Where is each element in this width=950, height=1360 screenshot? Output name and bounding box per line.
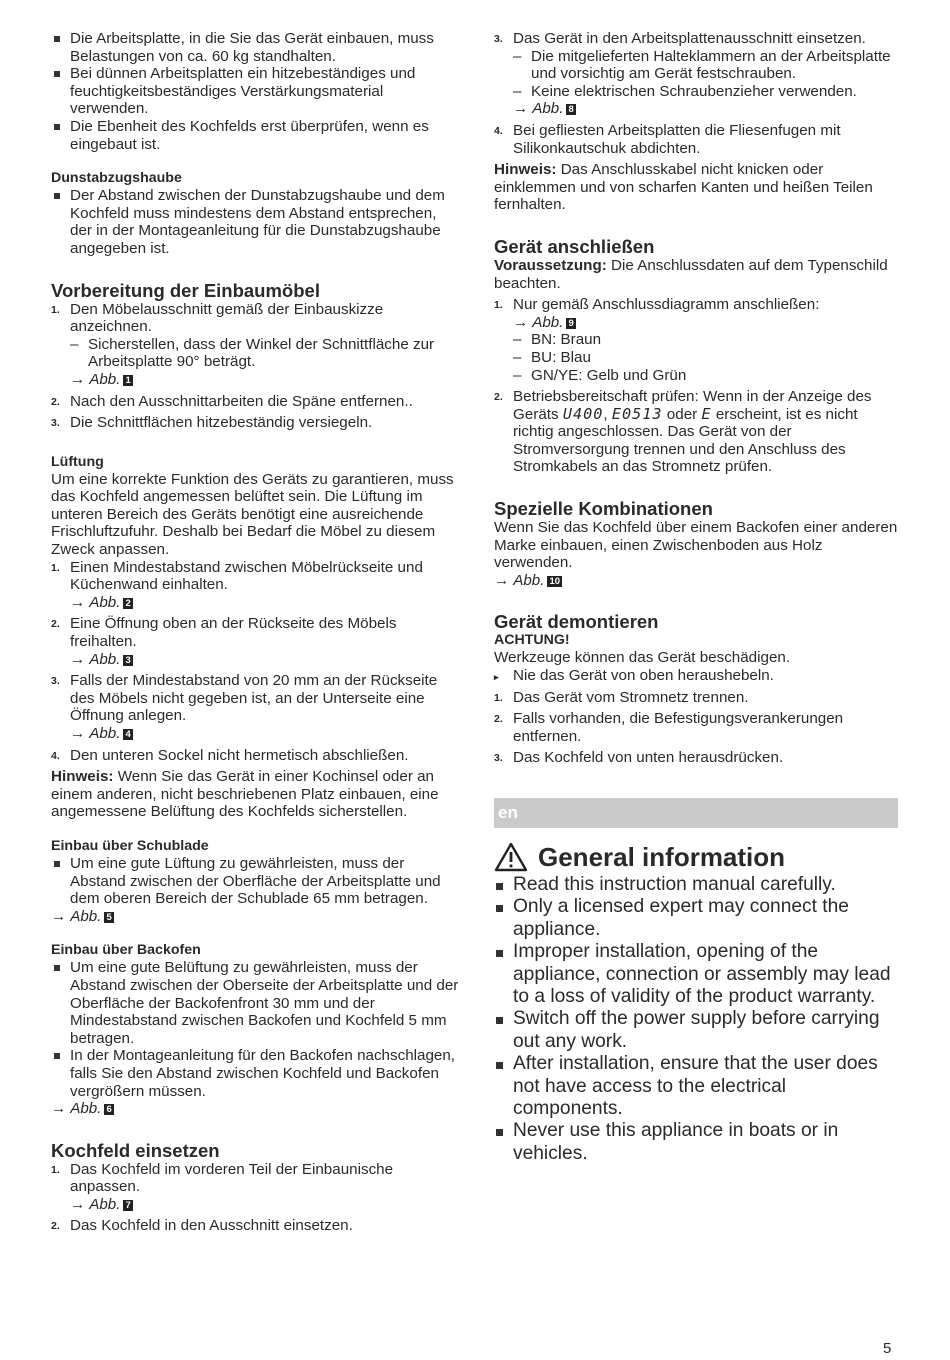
prerequisite-paragraph xyxy=(494,257,898,292)
list-item: Die Ebenheit des Kochfelds erst überprüfen, wenn es eingebaut ist. xyxy=(51,118,461,153)
abb-label: Abb. xyxy=(89,650,121,668)
figure-number-badge: 9 xyxy=(568,317,574,329)
prerequisite-text: Die Anschlussdaten auf dem Typenschild beachten. xyxy=(494,256,888,292)
arrow-icon: → xyxy=(494,571,510,589)
section-heading-schublade: Einbau über Schublade xyxy=(51,837,209,854)
step-number: 1. xyxy=(494,299,503,312)
abb-label: Abb. xyxy=(89,593,121,611)
figure-number-badge: 3 xyxy=(125,654,131,666)
arrow-icon: → xyxy=(70,650,86,668)
numbered-step xyxy=(51,672,461,725)
step-text: Einen Mindestabstand zwischen Möbelrückseite und Küchenwand einhalten. xyxy=(70,558,423,594)
figure-reference xyxy=(51,1100,461,1118)
paragraph: Um eine korrekte Funktion des Geräts zu garantieren, muss das Kochfeld angemessen belüftet sein. Die Lüftung im unteren Bereich des Geräts benötigt eine ausreichende Frischluftzufuhr. Deshalb bei Bedarf die Möbel zu diesem Zweck anpassen. xyxy=(51,470,454,559)
section-heading-backofen: Einbau über Backofen xyxy=(51,942,201,959)
numbered-step xyxy=(494,710,898,745)
arrow-icon: → xyxy=(513,100,529,118)
step-number: 4. xyxy=(494,124,503,137)
arrow-icon: → xyxy=(70,370,86,388)
step-number: 2. xyxy=(51,1220,60,1233)
dash-item xyxy=(494,83,898,101)
dash-item xyxy=(494,349,898,367)
general-information-heading xyxy=(494,840,898,876)
numbered-step xyxy=(51,559,461,594)
list-item: Never use this appliance in boats or in vehicles. xyxy=(494,1120,898,1165)
dash-marker: – xyxy=(513,82,522,100)
numbered-step xyxy=(494,122,898,157)
step-number: 1. xyxy=(51,303,60,316)
language-bar xyxy=(494,798,898,828)
numbered-step xyxy=(494,749,898,767)
arrow-icon: → xyxy=(70,1195,86,1213)
numbered-step xyxy=(494,30,898,48)
numbered-step xyxy=(494,296,898,314)
numbered-step xyxy=(51,747,461,765)
list-item: In der Montageanleitung für den Backofen nachschlagen, falls Sie den Abstand zwischen Kochfeld und Backofen vergrößern müssen. xyxy=(51,1047,461,1100)
abb-label: Abb. xyxy=(89,725,121,742)
paragraph: Wenn Sie das Kochfeld über einem Backofen einer anderen Marke einbauen, einen Zwischenboden aus Holz verwenden. xyxy=(494,519,898,572)
figure-reference xyxy=(51,725,461,743)
dash-text: Keine elektrischen Schraubenzieher verwenden. xyxy=(531,82,857,100)
list-item: Improper installation, opening of the appliance, connection or assembly may lead to a loss of validity of the product warranty. xyxy=(494,941,898,1008)
figure-reference xyxy=(494,314,898,332)
step-text: Das Gerät in den Arbeitsplattenausschnitt einsetzen. xyxy=(513,30,866,47)
list-item: Die Arbeitsplatte, in die Sie das Gerät einbauen, muss Belastungen von ca. 60 kg standhalten. xyxy=(51,30,461,65)
arrow-icon: → xyxy=(70,725,86,742)
numbered-step xyxy=(51,1217,461,1235)
note-text: Wenn Sie das Gerät in einer Kochinsel oder an einem anderen, nicht beschriebenen Platz einbauen, eine angemessene Belüftung des Kochfelds sicherstellen. xyxy=(51,768,439,821)
dash-marker: – xyxy=(70,335,79,353)
dash-text: BN: Braun xyxy=(531,331,602,349)
arrow-icon: → xyxy=(51,907,67,925)
figure-number-badge: 2 xyxy=(125,597,131,609)
figure-reference xyxy=(51,594,461,612)
section-heading-kochfeld-einsetzen: Kochfeld einsetzen xyxy=(51,1139,220,1161)
prerequisite-label: Voraussetzung: xyxy=(494,256,607,274)
note-paragraph xyxy=(494,161,898,214)
abb-label: Abb. xyxy=(89,370,121,388)
step-number: 1. xyxy=(51,561,60,574)
step-text: Das Kochfeld in den Ausschnitt einsetzen. xyxy=(70,1217,353,1235)
action-item xyxy=(494,667,898,685)
dash-text: Sicherstellen, dass der Winkel der Schnittfläche zur Arbeitsplatte 90° beträgt. xyxy=(88,335,435,371)
figure-reference xyxy=(51,371,461,389)
list-item: Der Abstand zwischen der Dunstabzugshaube und dem Kochfeld muss mindestens dem Abstand entsprechen, der in der Montageanleitung für die Dunstabzugshaube angegeben ist. xyxy=(51,187,461,257)
caution-text: Werkzeuge können das Gerät beschädigen. xyxy=(494,649,791,667)
list-item: Switch off the power supply before carrying out any work. xyxy=(494,1008,898,1053)
numbered-step xyxy=(494,689,898,707)
step-number: 1. xyxy=(494,691,503,704)
section-heading-vorbereitung: Vorbereitung der Einbaumöbel xyxy=(51,279,320,301)
step-number: 2. xyxy=(51,618,60,631)
display-code: E xyxy=(701,404,712,423)
dash-marker: – xyxy=(513,366,522,384)
display-code: U400 xyxy=(562,404,604,423)
left-column xyxy=(51,30,461,1235)
step-text: Das Gerät vom Stromnetz trennen. xyxy=(513,688,749,706)
general-information-list xyxy=(494,874,898,1165)
step-number: 2. xyxy=(494,391,503,404)
dash-item xyxy=(494,367,898,385)
list-item: Um eine gute Belüftung zu gewährleisten, muss der Abstand zwischen der Oberseite der Arbeitsplatte und der Oberfläche der Backofenfront 30 mm und der Mindestabstand zwischen Backofen und Kochfeld 5 mm betragen. xyxy=(51,959,461,1047)
list-item: After installation, ensure that the user does not have access to the electrical components. xyxy=(494,1053,898,1120)
dash-text: Die mitgelieferten Halteklammern an der Arbeitsplatte und vorsichtig am Gerät festschrauben. xyxy=(531,47,891,83)
figure-number-badge: 4 xyxy=(125,729,131,740)
step-number: 4. xyxy=(51,749,60,762)
note-label: Hinweis: xyxy=(494,161,557,179)
figure-number-badge: 7 xyxy=(125,1199,131,1211)
figure-number-badge: 8 xyxy=(568,104,574,116)
step-text: Bei gefliesten Arbeitsplatten die Fliesenfugen mit Silikonkautschuk abdichten. xyxy=(513,121,841,157)
numbered-step xyxy=(51,1161,461,1196)
step-text: oder xyxy=(666,405,698,423)
section-heading-lueftung: Lüftung xyxy=(51,453,104,470)
page-title: General information xyxy=(538,842,786,872)
step-number: 2. xyxy=(51,395,60,408)
arrow-icon: → xyxy=(51,1100,67,1118)
step-number: 2. xyxy=(494,713,503,726)
step-text: Betriebsbereitschaft prüfen: Wenn in der Anzeige des Geräts xyxy=(513,388,872,423)
figure-reference xyxy=(51,908,461,926)
section-heading-demontieren: Gerät demontieren xyxy=(494,611,659,633)
caution-label: ACHTUNG! xyxy=(494,632,570,649)
abb-label: Abb. xyxy=(89,1195,121,1213)
numbered-step xyxy=(51,393,461,411)
abb-label: Abb. xyxy=(532,313,564,331)
list-item: Bei dünnen Arbeitsplatten ein hitzebeständiges und feuchtigkeitsbeständiges Verstärkungsmaterial verwenden. xyxy=(51,65,461,118)
step-number: 1. xyxy=(51,1163,60,1176)
numbered-step xyxy=(51,301,461,336)
abb-label: Abb. xyxy=(70,907,102,925)
note-label: Hinweis: xyxy=(51,768,114,786)
step-text: Nach den Ausschnittarbeiten die Späne entfernen.. xyxy=(70,392,413,410)
numbered-step xyxy=(51,414,461,432)
dash-marker: – xyxy=(513,348,522,366)
figure-number-badge: 5 xyxy=(106,911,112,923)
figure-number-badge: 10 xyxy=(549,575,561,587)
dash-text: BU: Blau xyxy=(531,348,591,366)
arrow-icon: → xyxy=(70,593,86,611)
section-heading-anschliessen: Gerät anschließen xyxy=(494,235,655,257)
dash-marker: – xyxy=(513,47,522,65)
dash-marker: – xyxy=(513,331,522,349)
step-text: Falls der Mindestabstand von 20 mm an der Rückseite des Möbels nicht gegeben ist, an der Unterseite eine Öffnung anlegen. xyxy=(70,672,438,725)
abb-label: Abb. xyxy=(532,100,564,118)
language-code: en xyxy=(498,803,518,822)
step-text: Das Kochfeld von unten herausdrücken. xyxy=(513,749,784,767)
warning-icon xyxy=(494,842,528,877)
note-text: Das Anschlusskabel nicht knicken oder einklemmen und von scharfen Kanten und heißen Teilen fernhalten. xyxy=(494,161,873,214)
figure-reference xyxy=(51,651,461,669)
dash-item xyxy=(494,48,898,83)
list-item: Um eine gute Lüftung zu gewährleisten, muss der Abstand zwischen der Oberfläche der Arbeitsplatte und dem oberen Bereich der Schublade 65 mm betragen. xyxy=(51,855,461,908)
step-text: Eine Öffnung oben an der Rückseite des Möbels freihalten. xyxy=(70,615,397,651)
section-heading-dunstabzugshaube: Dunstabzugshaube xyxy=(51,170,182,187)
step-text: erscheint, ist es nicht richtig angeschlossen. Das Gerät von der Stromversorgung trennen und den Anschluss des Stromkabels an das Stromnetz prüfen. xyxy=(513,405,858,476)
list-item: Read this instruction manual carefully. xyxy=(494,874,898,896)
dash-item xyxy=(51,336,461,371)
arrow-icon: → xyxy=(513,313,529,331)
right-column xyxy=(494,30,898,767)
step-number: 3. xyxy=(51,675,60,688)
section-heading-spezielle-kombinationen: Spezielle Kombinationen xyxy=(494,498,713,520)
page-number: 5 xyxy=(883,1340,892,1357)
step-text: Das Kochfeld im vorderen Teil der Einbaunische anpassen. xyxy=(70,1160,394,1196)
list-item: Only a licensed expert may connect the appliance. xyxy=(494,896,898,941)
triangle-bullet-icon: ▸ xyxy=(494,672,499,683)
figure-reference xyxy=(51,1196,461,1214)
step-text: Den Möbelausschnitt gemäß der Einbauskizze anzeichnen. xyxy=(70,300,384,336)
display-code: E0513 xyxy=(611,404,663,423)
figure-reference xyxy=(494,572,898,590)
note-paragraph xyxy=(51,768,461,821)
step-number: 3. xyxy=(51,417,60,430)
numbered-step: 2. Betriebsbereitschaft prüfen: Wenn in der Anzeige des Geräts U400, E0513 oder E erscheint, ist es nicht richtig angeschlossen. Das Gerät von der Stromversorgung trennen und den Anschluss des Stromkabels an das Stromnetz prüfen. xyxy=(494,388,872,476)
step-text: Nur gemäß Anschlussdiagramm anschließen: xyxy=(513,296,820,314)
step-number: 3. xyxy=(494,33,503,45)
action-text: Nie das Gerät von oben heraushebeln. xyxy=(513,667,774,685)
numbered-step xyxy=(51,615,461,650)
abb-label: Abb. xyxy=(513,571,545,589)
figure-reference xyxy=(494,100,898,118)
step-number: 3. xyxy=(494,752,503,765)
figure-number-badge: 6 xyxy=(106,1104,112,1116)
dash-text: GN/YE: Gelb und Grün xyxy=(531,366,687,384)
abb-label: Abb. xyxy=(70,1100,102,1118)
step-text: Falls vorhanden, die Befestigungsverankerungen entfernen. xyxy=(513,710,844,745)
step-text: Die Schnittflächen hitzebeständig versiegeln. xyxy=(70,414,373,432)
figure-number-badge: 1 xyxy=(125,374,131,386)
step-text: Den unteren Sockel nicht hermetisch abschließen. xyxy=(70,746,409,764)
dash-item xyxy=(494,331,898,349)
